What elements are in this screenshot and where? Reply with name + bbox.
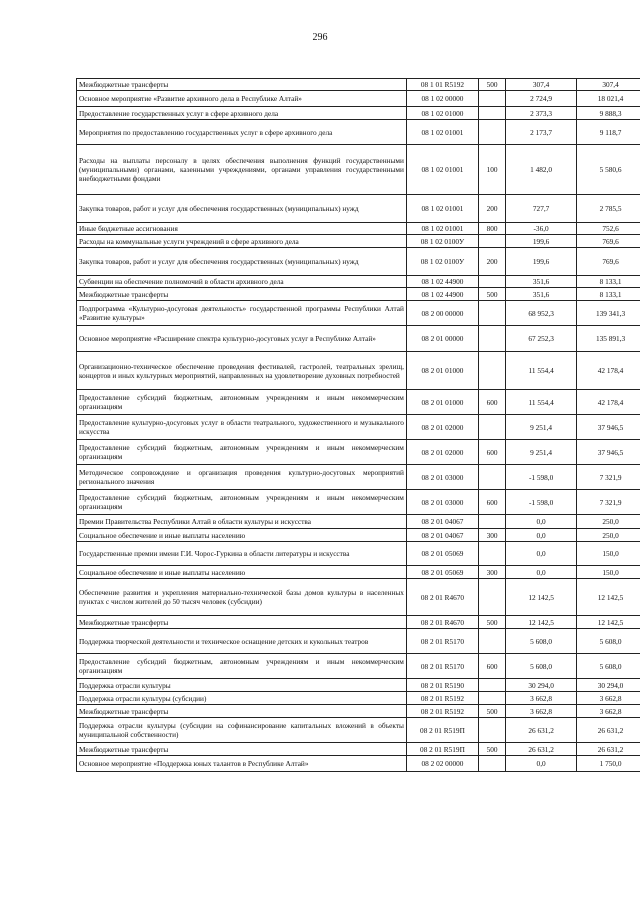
cell-v2: 26 631,2 [577,718,640,743]
cell-name: Предоставление государственных услуг в сфере архивного дела [77,107,407,120]
cell-vr [478,91,505,107]
table-row [77,120,640,145]
cell-v1: 11 554,4 [506,352,577,390]
cell-v2: 12 142,5 [577,616,640,629]
table-row [77,743,640,756]
cell-name: Межбюджетные трансферты [77,705,407,718]
cell-vr: 300 [478,529,505,542]
table-row [77,352,640,390]
cell-vr: 500 [478,79,505,91]
cell-v1: 727,7 [506,195,577,223]
table-row [77,756,640,772]
cell-name: Расходы на коммунальные услуги учреждений в сфере архивного дела [77,235,407,248]
cell-name: Межбюджетные трансферты [77,743,407,756]
table-row [77,529,640,542]
cell-v2: 5 580,6 [577,145,640,195]
cell-name: Премии Правительства Республики Алтай в области культуры и искусства [77,515,407,529]
cell-name: Социальное обеспечение и иные выплаты населению [77,529,407,542]
cell-code: 08 2 01 00000 [406,326,478,352]
cell-v2: 139 341,3 [577,301,640,326]
cell-name: Основное мероприятие «Расширение спектра культурно-досуговых услуг в Республике Алтай» [77,326,407,352]
cell-v1: 9 251,4 [506,415,577,440]
cell-v2: 26 631,2 [577,743,640,756]
cell-v1: 351,6 [506,288,577,301]
cell-v1: 2 724,9 [506,91,577,107]
cell-code: 08 2 02 00000 [406,756,478,772]
cell-name: Основное мероприятие «Развитие архивного дела в Республике Алтай» [77,91,407,107]
table-row [77,248,640,276]
cell-v2: 9 118,7 [577,120,640,145]
cell-vr [478,542,505,566]
table-row [77,440,640,465]
cell-vr: 500 [478,288,505,301]
cell-vr [478,276,505,288]
cell-name: Поддержка творческой деятельности и техническое оснащение детских и кукольных театров [77,629,407,654]
cell-v2: 307,4 [577,79,640,91]
cell-v2: 250,0 [577,529,640,542]
cell-v1: 26 631,2 [506,743,577,756]
cell-v1: 30 294,0 [506,679,577,692]
cell-v1: 3 662,8 [506,705,577,718]
cell-code: 08 2 01 03000 [406,490,478,515]
cell-vr [478,579,505,616]
cell-v1: 0,0 [506,542,577,566]
table-row [77,288,640,301]
cell-code: 08 2 01 03000 [406,465,478,490]
table-row [77,515,640,529]
table-row [77,235,640,248]
cell-code: 08 2 01 R5170 [406,654,478,679]
cell-v1: 3 662,8 [506,692,577,705]
cell-v1: 0,0 [506,756,577,772]
cell-v1: 12 142,5 [506,579,577,616]
cell-vr [478,629,505,654]
cell-vr: 300 [478,566,505,579]
cell-v2: 9 888,3 [577,107,640,120]
cell-vr: 200 [478,248,505,276]
cell-vr [478,718,505,743]
cell-code: 08 1 02 01000 [406,107,478,120]
cell-code: 08 2 00 00000 [406,301,478,326]
table-row [77,692,640,705]
cell-vr [478,120,505,145]
cell-v2: 18 021,4 [577,91,640,107]
table-row [77,276,640,288]
cell-name: Поддержка отрасли культуры (субсидии) [77,692,407,705]
cell-vr: 600 [478,490,505,515]
cell-code: 08 1 02 01001 [406,120,478,145]
cell-v1: 11 554,4 [506,390,577,415]
cell-v1: 307,4 [506,79,577,91]
table-row [77,542,640,566]
table-row [77,566,640,579]
cell-name: Предоставление субсидий бюджетным, автономным учреждениям и иным некоммерческим организациям [77,654,407,679]
cell-name: Мероприятия по предоставлению государственных услуг в сфере архивного дела [77,120,407,145]
table-row [77,223,640,235]
cell-code: 08 2 01 R5170 [406,629,478,654]
cell-vr [478,756,505,772]
cell-code: 08 1 02 01001 [406,195,478,223]
cell-vr [478,679,505,692]
cell-code: 08 1 01 R5192 [406,79,478,91]
cell-v2: 769,6 [577,248,640,276]
cell-name: Государственные премии имени Г.И. Чорос-Гуркина в области литературы и искусства [77,542,407,566]
cell-code: 08 2 01 04067 [406,529,478,542]
cell-v1: 67 252,3 [506,326,577,352]
cell-v2: 150,0 [577,542,640,566]
table-row [77,91,640,107]
cell-code: 08 1 02 01001 [406,145,478,195]
cell-v1: 5 608,0 [506,629,577,654]
cell-name: Основное мероприятие «Поддержка юных талантов в Республике Алтай» [77,756,407,772]
cell-code: 08 2 01 02000 [406,415,478,440]
cell-code: 08 2 01 R4670 [406,616,478,629]
table-row [77,654,640,679]
cell-name: Закупка товаров, работ и услуг для обеспечения государственных (муниципальных) нужд [77,248,407,276]
table-row [77,679,640,692]
table-row [77,579,640,616]
cell-code: 08 1 02 01001 [406,223,478,235]
cell-name: Методическое сопровождение и организация проведения культурно-досуговых мероприятий регионального значения [77,465,407,490]
cell-v1: 26 631,2 [506,718,577,743]
cell-v2: 150,0 [577,566,640,579]
cell-vr: 500 [478,705,505,718]
cell-vr: 500 [478,743,505,756]
cell-name: Иные бюджетные ассигнования [77,223,407,235]
cell-v2: 769,6 [577,235,640,248]
cell-v2: 2 785,5 [577,195,640,223]
cell-v2: 7 321,9 [577,490,640,515]
table-row [77,326,640,352]
cell-code: 08 2 01 R519П [406,718,478,743]
cell-vr: 200 [478,195,505,223]
cell-vr: 100 [478,145,505,195]
cell-v1: 9 251,4 [506,440,577,465]
cell-name: Организационно-техническое обеспечение проведения фестивалей, гастролей, театральных зрелищ, концертов и иных культурных мероприятий, направленных на удовлетворение духовных потребностей [77,352,407,390]
cell-v1: -1 598,0 [506,465,577,490]
table-row [77,705,640,718]
cell-v2: 1 750,0 [577,756,640,772]
cell-vr: 600 [478,390,505,415]
cell-v2: 8 133,1 [577,276,640,288]
table-row [77,195,640,223]
cell-code: 08 2 01 04067 [406,515,478,529]
cell-name: Межбюджетные трансферты [77,79,407,91]
cell-v1: 12 142,5 [506,616,577,629]
cell-vr [478,415,505,440]
cell-vr [478,107,505,120]
cell-name: Поддержка отрасли культуры (субсидии на софинансирование капитальных вложений в объекты муниципальной собственности) [77,718,407,743]
cell-v2: 250,0 [577,515,640,529]
cell-v1: -1 598,0 [506,490,577,515]
cell-name: Поддержка отрасли культуры [77,679,407,692]
cell-vr [478,235,505,248]
cell-v2: 30 294,0 [577,679,640,692]
cell-vr: 800 [478,223,505,235]
cell-v2: 37 946,5 [577,440,640,465]
page-number: 296 [312,32,328,43]
cell-name: Субвенции на обеспечение полномочий в области архивного дела [77,276,407,288]
cell-v2: 3 662,8 [577,705,640,718]
cell-code: 08 2 01 01000 [406,352,478,390]
table-row [77,107,640,120]
cell-v1: 0,0 [506,515,577,529]
table-row [77,465,640,490]
table-row [77,616,640,629]
cell-v2: 5 608,0 [577,654,640,679]
cell-name: Обеспечение развития и укрепления материально-технической базы домов культуры в населенных пунктах с числом жителей до 50 тысяч человек (субсидии) [77,579,407,616]
cell-v1: -36,0 [506,223,577,235]
cell-v1: 2 373,3 [506,107,577,120]
cell-code: 08 1 02 0100У [406,248,478,276]
cell-v1: 1 482,0 [506,145,577,195]
cell-v2: 42 178,4 [577,390,640,415]
budget-table-body [77,79,640,772]
cell-name: Социальное обеспечение и иные выплаты населению [77,566,407,579]
cell-name: Закупка товаров, работ и услуг для обеспечения государственных (муниципальных) нужд [77,195,407,223]
cell-name: Подпрограмма «Культурно-досуговая деятельность» государственной программы Республики Алтай «Развитие культуры» [77,301,407,326]
cell-code: 08 2 01 R5192 [406,692,478,705]
cell-v1: 68 952,3 [506,301,577,326]
cell-code: 08 1 02 44900 [406,288,478,301]
cell-vr: 600 [478,654,505,679]
cell-v1: 0,0 [506,529,577,542]
table-row [77,629,640,654]
cell-code: 08 2 01 R4670 [406,579,478,616]
cell-v2: 3 662,8 [577,692,640,705]
table-row [77,718,640,743]
cell-v2: 42 178,4 [577,352,640,390]
table-row [77,390,640,415]
cell-v2: 37 946,5 [577,415,640,440]
cell-vr [478,301,505,326]
cell-vr [478,352,505,390]
table-row [77,301,640,326]
cell-code: 08 2 01 05069 [406,566,478,579]
cell-vr [478,692,505,705]
cell-code: 08 2 01 R5192 [406,705,478,718]
cell-v1: 199,6 [506,235,577,248]
cell-code: 08 2 01 02000 [406,440,478,465]
cell-name: Предоставление субсидий бюджетным, автономным учреждениям и иным некоммерческим организациям [77,390,407,415]
cell-name: Межбюджетные трансферты [77,616,407,629]
cell-name: Расходы на выплаты персоналу в целях обеспечения выполнения функций государственными (муниципальными) органами, казенными учреждениями, органами управления государственными внебюджетными фондами [77,145,407,195]
cell-v2: 135 891,3 [577,326,640,352]
cell-v1: 0,0 [506,566,577,579]
cell-code: 08 1 02 00000 [406,91,478,107]
cell-v2: 752,6 [577,223,640,235]
cell-code: 08 2 01 R5190 [406,679,478,692]
table-row [77,145,640,195]
cell-code: 08 2 01 05069 [406,542,478,566]
cell-v2: 5 608,0 [577,629,640,654]
table-row [77,79,640,91]
cell-code: 08 1 02 44900 [406,276,478,288]
cell-v1: 199,6 [506,248,577,276]
table-row [77,490,640,515]
cell-name: Предоставление культурно-досуговых услуг в области театрального, художественного и музыкального искусства [77,415,407,440]
cell-vr: 600 [478,440,505,465]
cell-code: 08 2 01 01000 [406,390,478,415]
cell-code: 08 1 02 0100У [406,235,478,248]
table-row [77,415,640,440]
cell-vr [478,515,505,529]
cell-name: Предоставление субсидий бюджетным, автономным учреждениям и иным некоммерческим организациям [77,440,407,465]
cell-vr [478,326,505,352]
cell-v2: 7 321,9 [577,465,640,490]
cell-v1: 5 608,0 [506,654,577,679]
cell-name: Межбюджетные трансферты [77,288,407,301]
cell-v1: 2 173,7 [506,120,577,145]
cell-vr: 500 [478,616,505,629]
cell-v1: 351,6 [506,276,577,288]
budget-table [76,78,640,772]
cell-vr [478,465,505,490]
cell-v2: 8 133,1 [577,288,640,301]
cell-code: 08 2 01 R519П [406,743,478,756]
cell-name: Предоставление субсидий бюджетным, автономным учреждениям и иным некоммерческим организациям [77,490,407,515]
cell-v2: 12 142,5 [577,579,640,616]
